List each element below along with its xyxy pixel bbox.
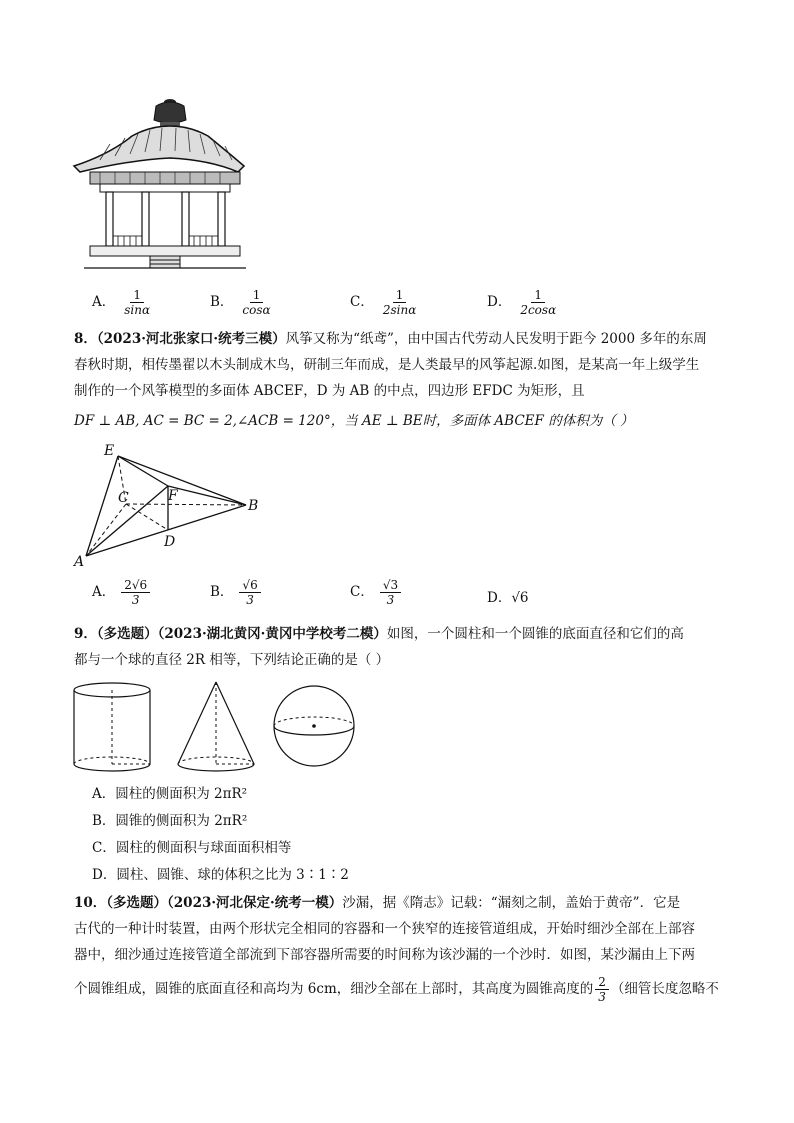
option-letter: A． (92, 584, 116, 600)
q9-option-d[interactable]: D．圆柱、圆锥、球的体积之比为 3∶1∶2 (92, 867, 349, 883)
q9-option-b[interactable]: B．圆锥的侧面积为 2πR² (92, 813, 248, 829)
option-letter: B． (210, 584, 234, 600)
q8-line-2: 春秋时期，相传墨翟以木头制成木鸟，研制三年而成，是人类最早的风筝起源.如图，是某高一年上级学生 (74, 357, 700, 373)
fraction (121, 578, 150, 607)
q9-source: 9．（多选题）（2023·湖北黄冈·黄冈中学校考二模） (74, 626, 387, 642)
q10-line-1 (74, 893, 680, 913)
q7-option-c[interactable] (350, 288, 419, 317)
option-letter: D． (487, 590, 512, 606)
q8-option-b[interactable] (210, 578, 261, 607)
q7-option-d[interactable] (487, 288, 559, 317)
q10-line-2: 古代的一种计时装置，由两个形状完全相同的容器和一个狭窄的连接管道组成，开始时细沙全部在上部容 (74, 921, 695, 937)
solids-figure (70, 680, 360, 776)
label-c: C (118, 490, 129, 506)
denominator: sinα (124, 303, 151, 317)
q10-line-4 (74, 975, 719, 1004)
option-letter: C． (350, 294, 374, 310)
label-f: F (168, 488, 178, 504)
label-b: B (248, 498, 259, 514)
q8-line-1 (74, 329, 707, 349)
polyhedron-figure (70, 440, 270, 572)
q7-option-b[interactable] (210, 288, 274, 317)
denominator: 3 (386, 593, 395, 607)
fraction (595, 975, 609, 1004)
q9-line-1 (74, 624, 684, 644)
q10-text-tail: （细管长度忽略不 (610, 981, 719, 997)
denominator: 3 (246, 593, 254, 607)
numerator: √6 (239, 578, 260, 593)
fraction (380, 288, 419, 317)
label-d: D (164, 534, 176, 550)
denominator: 2sinα (382, 303, 417, 317)
q8-option-c[interactable] (350, 578, 401, 607)
numerator: 2 (595, 975, 609, 990)
q10-text: 沙漏，据《隋志》记载：“漏刻之制，盖始于黄帝”．它是 (342, 895, 681, 911)
q8-line-3: 制作的一个风筝模型的多面体 ABCEF，D 为 AB 的中点，四边形 EFDC 为矩形，且 (74, 383, 585, 399)
option-letter: D． (487, 294, 512, 310)
fraction (121, 288, 153, 317)
denominator: 2cosα (520, 303, 557, 317)
numerator: √3 (380, 578, 401, 593)
q7-option-a[interactable] (92, 288, 153, 317)
q9-line-2: 都与一个球的直径 2R 相等，下列结论正确的是（ ） (74, 652, 390, 668)
q10-line-3: 器中，细沙通过连接管道全部流到下部容器所需要的时间称为该沙漏的一个沙时．如图，某沙漏由上下两 (74, 947, 695, 963)
numerator: 1 (531, 288, 545, 303)
fraction (239, 288, 273, 317)
fraction (380, 578, 401, 607)
label-e: E (104, 443, 115, 459)
numerator: 2√6 (121, 578, 150, 593)
pavilion-figure (70, 96, 248, 271)
q9-option-a[interactable]: A．圆柱的侧面积为 2πR² (92, 786, 248, 802)
option-value: √6 (511, 590, 529, 606)
numerator: 1 (393, 288, 407, 303)
q9-option-c[interactable]: C．圆柱的侧面积与球面面积相等 (92, 840, 292, 856)
q10-text: 个圆锥组成，圆锥的底面直径和高均为 6cm，细沙全部在上部时，其高度为圆锥高度的 (74, 981, 594, 997)
option-letter: B． (210, 294, 234, 310)
denominator: 3 (598, 990, 606, 1004)
q9-text: 如图，一个圆柱和一个圆锥的底面直径和它们的高 (386, 626, 684, 642)
fraction (517, 288, 559, 317)
q8-option-a[interactable] (92, 578, 150, 607)
option-letter: C． (350, 584, 374, 600)
denominator: 3 (131, 593, 140, 607)
option-letter: A． (92, 294, 116, 310)
q8-source: 8．（2023·河北张家口·统考三模） (74, 331, 286, 347)
q8-text: 风筝又称为“纸鸢”，由中国古代劳动人民发明于距今 2000 多年的东周 (285, 331, 707, 347)
label-a: A (74, 554, 85, 570)
fraction (239, 578, 260, 607)
numerator: 1 (130, 288, 144, 303)
q10-source: 10．（多选题）（2023·河北保定·统考一模） (74, 895, 343, 911)
denominator: cosα (242, 303, 271, 317)
q8-option-d[interactable] (487, 586, 529, 606)
q8-line-4: DF ⊥ AB, AC = BC = 2,∠ACB = 120°，当 AE ⊥ BE时，多面体 ABCEF 的体积为（ ） (74, 413, 634, 429)
numerator: 1 (250, 288, 264, 303)
